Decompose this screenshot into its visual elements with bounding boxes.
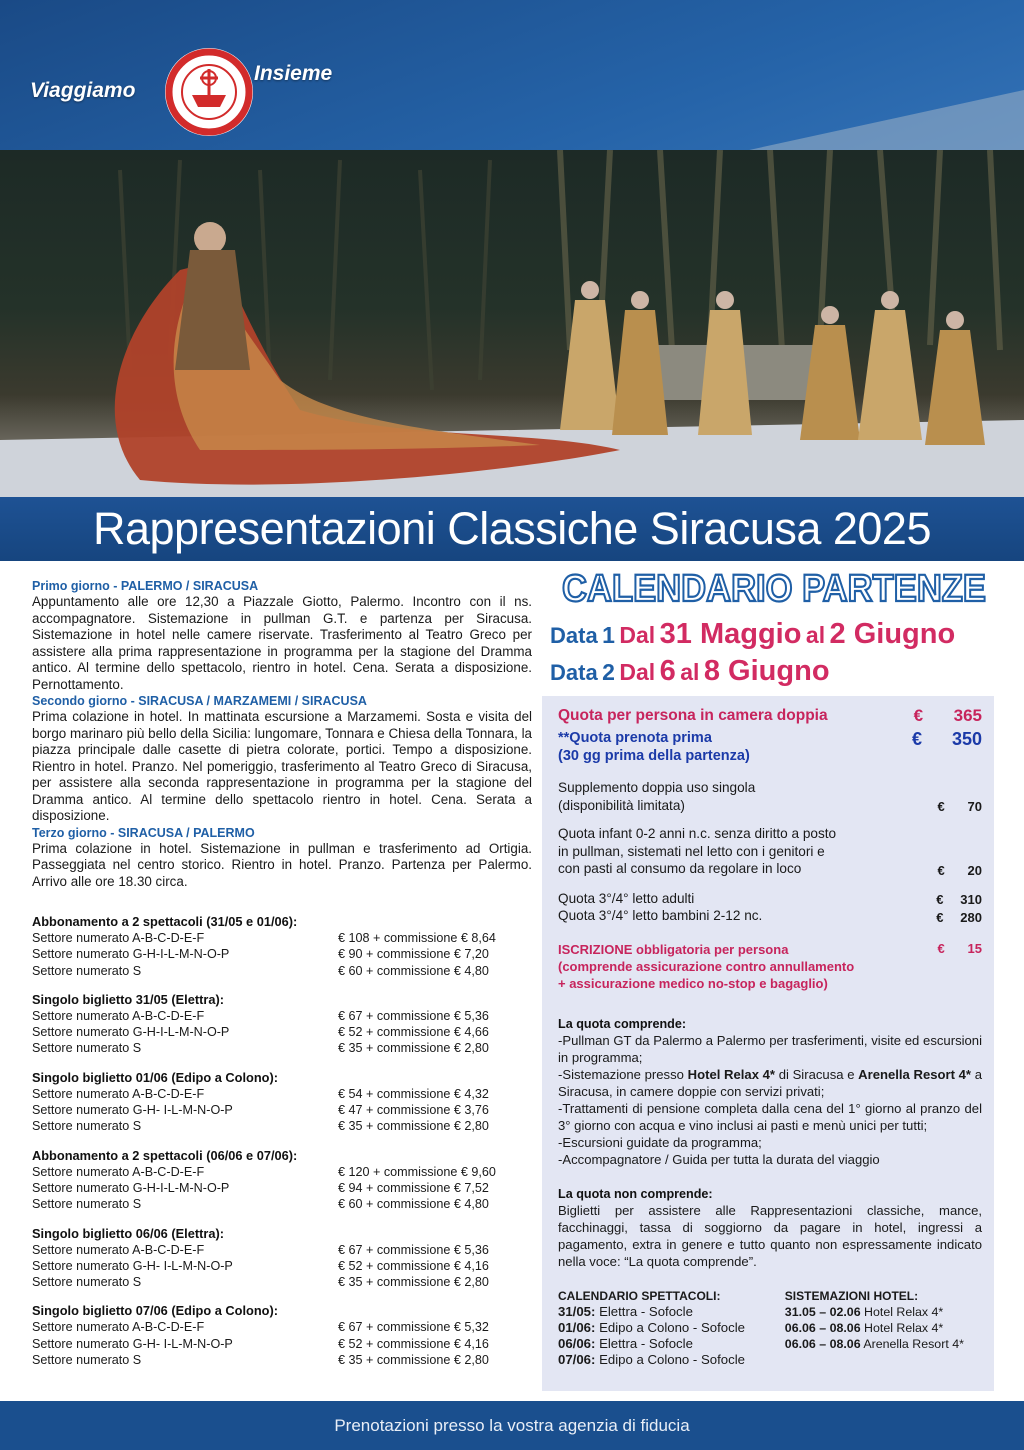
- quota-early-label: [558, 729, 750, 765]
- ticket-row: [32, 1180, 532, 1196]
- brand-seal-icon: [162, 45, 256, 139]
- ticket-price: € 35 + commissione € 2,80: [338, 1353, 489, 1368]
- ticket-sector: Settore numerato S: [32, 1353, 142, 1368]
- show-row: [558, 1352, 785, 1368]
- iscrizione-label: [558, 941, 854, 992]
- ticket-price: € 52 + commissione € 4,66: [338, 1025, 489, 1040]
- price-value: 310: [960, 892, 982, 907]
- show-row: [558, 1336, 785, 1352]
- ticket-price: € 35 + commissione € 2,80: [338, 1275, 489, 1290]
- ticket-row: [32, 1258, 532, 1274]
- ticket-row: [32, 1040, 532, 1056]
- ticket-sector: Settore numerato G-H-I-L-M-N-O-P: [32, 1025, 230, 1040]
- ticket-sector: Settore numerato G-H- I-L-M-N-O-P: [32, 1336, 233, 1351]
- calendar-title: [558, 564, 990, 610]
- ticket-sector: Settore numerato A-B-C-D-E-F: [32, 1164, 205, 1179]
- day-3-text: Prima colazione in hotel. Sistemazione in pullman e trasferimento ad Ortigia. Passeggiata nel centro storico. Rientro in hotel. Pranzo. Partenza per Palermo. Arrivo alle ore 18.30 circa.: [32, 840, 532, 889]
- footer-bar: [0, 1401, 1024, 1450]
- date-mid: al: [680, 659, 700, 685]
- schedule-grid: [558, 1288, 982, 1369]
- show-row: [558, 1304, 785, 1320]
- ticket-price: € 54 + commissione € 4,32: [338, 1086, 489, 1101]
- quota-box: [542, 696, 994, 1391]
- supplement-price: [938, 863, 982, 878]
- iscrizione-line: ISCRIZIONE obbligatoria per persona: [558, 941, 789, 957]
- price-value: 20: [967, 862, 982, 878]
- ticket-row: [32, 930, 532, 946]
- ticket-price: € 108 + commissione € 8,64: [338, 931, 496, 945]
- ticket-block-title: Abbonamento a 2 spettacoli (31/05 e 01/06):: [32, 914, 298, 929]
- quota-main-label: Quota per persona in camera doppia: [558, 707, 828, 724]
- supplement-line: Quota infant 0-2 anni n.c. senza diritto a posto: [558, 826, 837, 841]
- currency: €: [937, 940, 945, 956]
- hotel-name: Hotel Relax 4*: [687, 1066, 776, 1082]
- includes-section: [558, 1016, 982, 1168]
- includes-item: -Pullman GT da Palermo a Palermo per trasferimenti, visite ed escursioni in programma;: [558, 1032, 982, 1065]
- footer-text: Prenotazioni presso la vostra agenzia di fiducia: [334, 1416, 690, 1435]
- day-2-title: Secondo giorno - SIRACUSA / MARZAMEMI / SIRACUSA: [32, 694, 367, 708]
- shows-calendar: [558, 1288, 785, 1369]
- iscrizione-row: [558, 941, 982, 992]
- supplement-line: in pullman, sistemati nel letto con i genitori e: [558, 843, 825, 859]
- hotel-date: 06.06 – 08.06: [784, 1337, 861, 1352]
- quota-main-row: [558, 706, 982, 726]
- hotel-name: Arenella Resort 4*: [858, 1066, 972, 1082]
- theatre-scene: [0, 150, 1024, 500]
- ticket-row: [32, 1164, 532, 1180]
- hotel-row: [785, 1320, 982, 1336]
- includes-text: -Sistemazione presso: [558, 1066, 688, 1082]
- date-to: 8 Giugno: [703, 655, 830, 687]
- supplement-line: (disponibilità limitata): [558, 797, 685, 813]
- show-date: 01/06:: [558, 1319, 596, 1335]
- includes-item: [558, 1066, 982, 1100]
- quota-early-price: [912, 729, 982, 750]
- ticket-sector: Settore numerato S: [32, 1197, 142, 1212]
- ticket-block-title: Abbonamento a 2 spettacoli (06/06 e 07/06):: [32, 1147, 298, 1163]
- supplement-price: [938, 799, 982, 814]
- departure-date-1: [550, 618, 955, 651]
- ticket-block-title: Singolo biglietto 06/06 (Elettra):: [32, 1225, 224, 1241]
- currency: €: [936, 892, 944, 907]
- ticket-block-1: [32, 913, 532, 979]
- show-row: [558, 1320, 785, 1336]
- ticket-block-5: [32, 1225, 532, 1291]
- iscrizione-price: [938, 941, 982, 956]
- hotels-title: SISTEMAZIONI HOTEL:: [784, 1288, 919, 1303]
- ticket-sector: Settore numerato G-H- I-L-M-N-O-P: [32, 1258, 233, 1273]
- bed-label: Quota 3°/4° letto adulti: [558, 890, 695, 906]
- quota-early-line-2: (30 gg prima della partenza): [558, 748, 750, 764]
- currency: €: [936, 909, 944, 925]
- day-1-text: Appuntamento alle ore 12,30 a Piazzale Giotto, Palermo. Incontro con il ns. accompagnatore. Sistemazione in pullman G.T. e partenza per Siracusa. Sistemazione in hotel nelle camere riservate. Trasferimento al Teatro Greco per assistere alla prima rappresentazione in programma per la stagione del Dramma antico. Al termine dello spettacolo, rientro in hotel. Cena. Serata a disposizione. Pernottamento.: [32, 594, 532, 692]
- ticket-price: € 94 + commissione € 7,52: [338, 1180, 489, 1195]
- currency: €: [937, 799, 945, 814]
- supplement-row: [558, 779, 982, 814]
- shows-title: CALENDARIO SPETTACOLI:: [558, 1288, 721, 1303]
- date-label: Data: [550, 660, 598, 685]
- ticket-row: [32, 1352, 532, 1368]
- ticket-price: € 35 + commissione € 2,80: [338, 1041, 489, 1056]
- ticket-row: [32, 1008, 532, 1024]
- supplement-row: [558, 825, 982, 878]
- ticket-sector: Settore numerato A-B-C-D-E-F: [32, 1242, 205, 1257]
- ticket-price: € 90 + commissione € 7,20: [338, 947, 489, 962]
- bed-label: Quota 3°/4° letto bambini 2-12 nc.: [558, 908, 763, 923]
- includes-item: -Escursioni guidate da programma;: [558, 1134, 762, 1150]
- bed-price: [936, 892, 982, 907]
- ticket-block-title: Singolo biglietto 31/05 (Elettra):: [32, 991, 224, 1007]
- date-to: 2 Giugno: [829, 618, 956, 650]
- ticket-price: € 52 + commissione € 4,16: [338, 1258, 489, 1273]
- includes-text: di Siracusa e: [775, 1066, 859, 1082]
- hotel-name: Arenella Resort 4*: [863, 1337, 964, 1352]
- excludes-title: La quota non comprende:: [558, 1186, 713, 1201]
- excludes-text: Biglietti per assistere alle Rappresentazioni classiche, mance, facchinaggi, tassa di soggiorno da pagare in hotel, ingressi a pagamento, extra in genere e tutto quanto non espressamente indicato nella voce: “La quota comprende”.: [558, 1202, 982, 1269]
- calendar-title-text: CALENDARIO PARTENZE: [562, 568, 986, 610]
- iscrizione-line: + assicurazione medico no-stop e bagaglio): [558, 975, 828, 991]
- includes-text: a Siracusa, in camere doppie con servizi privati;: [558, 1066, 983, 1099]
- page-title: Rappresentazioni Classiche Siracusa 2025: [93, 503, 931, 554]
- price-value: 15: [967, 940, 982, 956]
- show-name: Edipo a Colono - Sofocle: [599, 1319, 745, 1335]
- day-2-text: Prima colazione in hotel. In mattinata escursione a Marzamemi. Sosta e visita del borgo marinaro più bello della Sicilia: lungomare, Tonnara e Chiesa della Tonnara, la piazza principale dalle casette di pietra colorate, portici. Tempo a disposizione. Rientro in hotel. Pranzo. Nel pomeriggio, trasferimento al Teatro Greco di Siracusa, per assistere alla seconda rappresentazione in programma per la stagione del Dramma antico. Al termine dello spettacolo rientro in hotel. Cena. Serata a disposizione.: [32, 709, 532, 823]
- ticket-row: [32, 1242, 532, 1258]
- brand-word-right: Insieme: [254, 62, 333, 85]
- itinerary-column: [32, 578, 532, 1368]
- price-value: 365: [953, 706, 982, 725]
- ticket-price: € 52 + commissione € 4,16: [338, 1336, 489, 1351]
- hotel-date: 31.05 – 02.06: [784, 1304, 861, 1319]
- includes-item: -Trattamenti di pensione completa dalla cena del 1° giorno al pranzo del 3° giorno con acqua e vino inclusi ai pasti e menù unici per tutti;: [558, 1100, 982, 1133]
- brand-logo[interactable]: [30, 45, 360, 125]
- show-name: Elettra - Sofocle: [599, 1336, 693, 1352]
- ticket-sector: Settore numerato G-H-I-L-M-N-O-P: [32, 947, 230, 962]
- quota-early-line-1: **Quota prenota prima: [558, 730, 712, 746]
- show-name: Edipo a Colono - Sofocle: [599, 1352, 745, 1368]
- ticket-sector: Settore numerato A-B-C-D-E-F: [32, 1320, 205, 1335]
- quota-content: [558, 706, 982, 1369]
- ticket-block-4: [32, 1147, 532, 1213]
- currency: €: [937, 862, 945, 878]
- theatre-photo: [0, 150, 1024, 500]
- show-date: 07/06:: [558, 1352, 596, 1368]
- ticket-sector: Settore numerato S: [32, 1275, 142, 1290]
- date-from: 31 Maggio: [659, 618, 802, 650]
- supplement-line: Supplemento doppia uso singola: [558, 780, 756, 795]
- bed-row: [558, 907, 982, 925]
- day-2: [32, 693, 532, 825]
- ticket-sector: Settore numerato S: [32, 1041, 142, 1056]
- ticket-block-title: Singolo biglietto 01/06 (Edipo a Colono):: [32, 1069, 278, 1085]
- hotel-name: Hotel Relax 4*: [864, 1320, 944, 1335]
- includes-title: La quota comprende:: [558, 1016, 687, 1031]
- ticket-price: € 67 + commissione € 5,32: [338, 1320, 489, 1335]
- date-pre: Dal: [619, 659, 656, 685]
- day-1: [32, 578, 532, 693]
- ticket-row: [32, 1196, 532, 1212]
- ticket-row: [32, 1102, 532, 1118]
- hotel-name: Hotel Relax 4*: [864, 1304, 944, 1319]
- show-date: 31/05:: [558, 1303, 596, 1319]
- hotel-row: [785, 1304, 982, 1320]
- bed-row: [558, 890, 982, 908]
- ticket-sector: Settore numerato G-H- I-L-M-N-O-P: [32, 1103, 233, 1118]
- ticket-block-title: Singolo biglietto 07/06 (Edipo a Colono):: [32, 1303, 278, 1319]
- date-number: 1: [602, 622, 615, 648]
- date-mid: al: [805, 622, 826, 648]
- ticket-row: [32, 1336, 532, 1352]
- date-label: Data: [550, 623, 598, 648]
- day-3-title: Terzo giorno - SIRACUSA / PALERMO: [32, 825, 255, 840]
- ticket-price: € 67 + commissione € 5,36: [338, 1242, 489, 1257]
- includes-item: -Accompagnatore / Guida per tutta la durata del viaggio: [558, 1151, 880, 1167]
- quota-main-price: [914, 706, 982, 726]
- ticket-price: € 60 + commissione € 4,80: [338, 963, 489, 978]
- bed-price: [936, 910, 982, 925]
- currency: €: [913, 706, 924, 725]
- ticket-price: € 35 + commissione € 2,80: [338, 1119, 489, 1134]
- ticket-sector: Settore numerato A-B-C-D-E-F: [32, 931, 205, 945]
- ticket-row: [32, 1118, 532, 1134]
- show-date: 06/06:: [558, 1336, 596, 1352]
- ticket-block-6: [32, 1302, 532, 1368]
- price-value: 350: [951, 729, 982, 749]
- ticket-row: [32, 1024, 532, 1040]
- quota-early-row: [558, 729, 982, 765]
- departure-date-2: [550, 655, 830, 688]
- iscrizione-line: (comprende assicurazione contro annullamento: [558, 958, 855, 974]
- ticket-price: € 47 + commissione € 3,76: [338, 1103, 489, 1118]
- ticket-row: [32, 1274, 532, 1290]
- ticket-sector: Settore numerato G-H-I-L-M-N-O-P: [32, 1180, 230, 1195]
- ticket-row: [32, 1319, 532, 1335]
- hotels-calendar: [785, 1288, 982, 1369]
- ticket-price: € 120 + commissione € 9,60: [338, 1164, 496, 1179]
- ticket-price: € 60 + commissione € 4,80: [338, 1197, 489, 1212]
- currency: €: [911, 729, 922, 749]
- title-bar: [0, 497, 1024, 561]
- hotel-row: [785, 1336, 982, 1352]
- supplement-line: con pasti al consumo da regolare in loco: [558, 861, 802, 876]
- price-value: 70: [967, 799, 982, 814]
- hotel-date: 06.06 – 08.06: [784, 1320, 861, 1335]
- supplement-label: [558, 825, 836, 878]
- date-from: 6: [659, 655, 676, 687]
- day-3: [32, 825, 532, 891]
- ticket-sector: Settore numerato S: [32, 963, 142, 978]
- brand-word-left: Viaggiamo: [30, 79, 136, 102]
- excludes-section: [558, 1186, 982, 1270]
- ticket-row: [32, 946, 532, 962]
- day-1-title: Primo giorno - PALERMO / SIRACUSA: [32, 579, 259, 593]
- header-banner: [0, 0, 1024, 500]
- ticket-block-2: [32, 991, 532, 1057]
- ticket-sector: Settore numerato S: [32, 1119, 142, 1134]
- price-value: 280: [960, 909, 982, 925]
- supplement-label: [558, 779, 755, 814]
- ticket-price: € 67 + commissione € 5,36: [338, 1008, 489, 1023]
- ticket-sector: Settore numerato A-B-C-D-E-F: [32, 1086, 205, 1101]
- date-pre: Dal: [619, 622, 656, 648]
- ticket-row: [32, 963, 532, 979]
- ticket-sector: Settore numerato A-B-C-D-E-F: [32, 1008, 205, 1023]
- ticket-block-3: [32, 1069, 532, 1135]
- ticket-row: [32, 1086, 532, 1102]
- show-name: Elettra - Sofocle: [599, 1303, 693, 1319]
- date-number: 2: [602, 659, 615, 685]
